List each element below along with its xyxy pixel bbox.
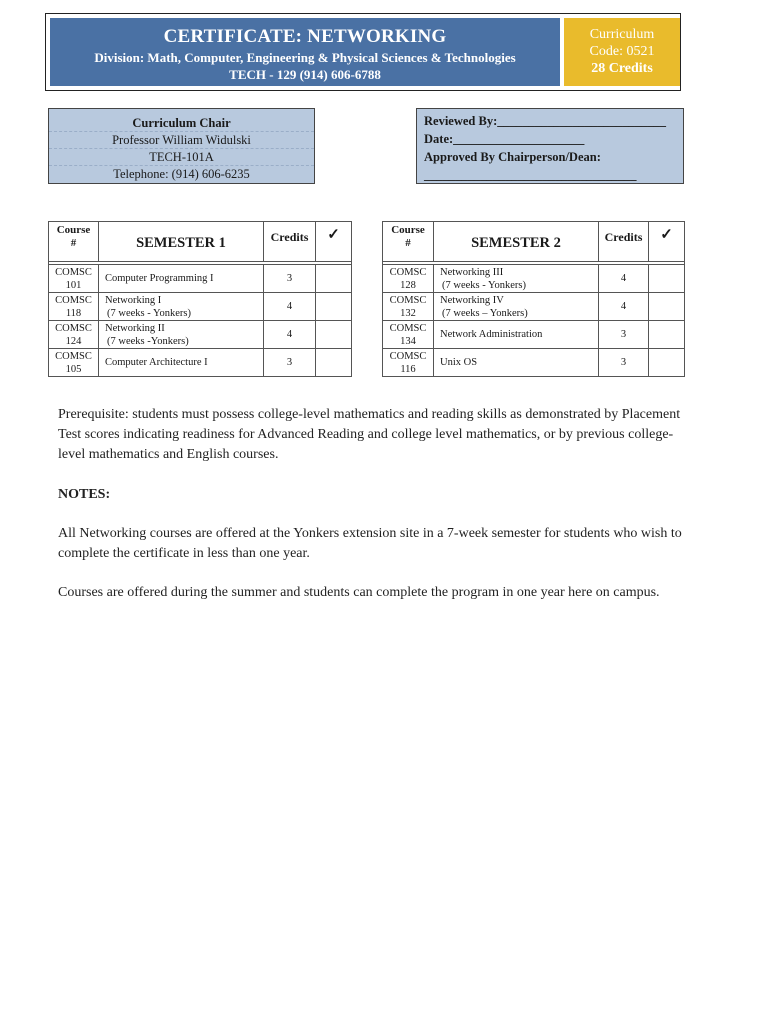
signature-line: __________________________________ [424,168,637,182]
table-row [49,321,352,349]
semester-2-table [382,221,685,377]
semester-1-table [48,221,352,377]
completion-checkbox[interactable] [316,349,352,377]
table-row [383,321,685,349]
course-credits: 3 [599,349,649,377]
chair-title: Curriculum Chair [132,116,231,130]
note-yonkers: All Networking courses are offered at the Yonkers extension site in a 7-week semester for students who wish to complete the certificate in less than one year. [58,526,682,561]
table-row [49,293,352,321]
credits-header: Credits [599,222,649,262]
curriculum-code: Code: 0521 [589,44,655,59]
total-credits: 28 Credits [591,61,653,76]
checkmark-icon: ✓ [649,222,685,262]
course-credits: 4 [264,293,316,321]
table-row [49,349,352,377]
course-code: COMSC 118 [49,293,99,321]
course-code: COMSC 105 [49,349,99,377]
table-header-row [383,222,685,262]
divider [49,131,314,132]
completion-checkbox[interactable] [649,349,685,377]
curriculum-chair-box [48,108,315,184]
table-row [383,265,685,293]
course-code: COMSC 101 [49,265,99,293]
header-banner [50,18,560,86]
curriculum-code-box [564,18,680,86]
completion-checkbox[interactable] [649,265,685,293]
chair-name: Professor William Widulski [112,133,251,147]
course-number-header: Course # [383,222,434,262]
course-credits: 3 [599,321,649,349]
course-name: Computer Programming I [99,265,264,293]
course-name: Networking I (7 weeks - Yonkers) [99,293,264,321]
semester-title: SEMESTER 2 [434,222,599,262]
divider [49,165,314,166]
review-box [416,108,684,184]
completion-checkbox[interactable] [649,321,685,349]
checkmark-icon: ✓ [316,222,352,262]
completion-checkbox[interactable] [316,293,352,321]
chair-phone: Telephone: (914) 606-6235 [113,167,250,181]
credits-header: Credits [264,222,316,262]
course-code: COMSC 116 [383,349,434,377]
table-header-row [49,222,352,262]
course-credits: 3 [264,265,316,293]
division-line: Division: Math, Computer, Engineering & Physical Sciences & Technologies [94,50,516,65]
completion-checkbox[interactable] [649,293,685,321]
table-row [49,265,352,293]
course-number-header: Course # [49,222,99,262]
course-code: COMSC 134 [383,321,434,349]
course-name: Network Administration [434,321,599,349]
course-name: Networking III (7 weeks - Yonkers) [434,265,599,293]
approved-by-label: Approved By Chairperson/Dean: [424,150,601,164]
semester-title: SEMESTER 1 [99,222,264,262]
chair-office: TECH-101A [149,150,214,164]
course-credits: 4 [599,265,649,293]
course-name: Computer Architecture I [99,349,264,377]
course-name: Networking II (7 weeks -Yonkers) [99,321,264,349]
notes-heading: NOTES: [58,487,111,502]
page-title: CERTIFICATE: NETWORKING [163,26,447,47]
table-row [383,293,685,321]
completion-checkbox[interactable] [316,265,352,293]
course-code: COMSC 128 [383,265,434,293]
course-name: Networking IV (7 weeks – Yonkers) [434,293,599,321]
course-credits: 4 [264,321,316,349]
course-credits: 4 [599,293,649,321]
note-summer: Courses are offered during the summer and students can complete the program in one year here on campus. [58,585,660,600]
curriculum-label: Curriculum [589,27,655,42]
divider [49,148,314,149]
tech-phone-line: TECH - 129 (914) 606-6788 [229,67,381,82]
reviewed-by-line: Reviewed By:___________________________ [424,114,666,128]
completion-checkbox[interactable] [316,321,352,349]
table-row [383,349,685,377]
course-name: Unix OS [434,349,599,377]
prerequisite-paragraph: Prerequisite: students must possess college-level mathematics and reading skills as demonstrated by Placement Test scores indicating readiness for Advanced Reading and college level mathematics, or by previous college-level mathematics and English courses. [58,407,681,462]
date-line: Date:_____________________ [424,132,585,146]
course-code: COMSC 132 [383,293,434,321]
course-code: COMSC 124 [49,321,99,349]
course-credits: 3 [264,349,316,377]
